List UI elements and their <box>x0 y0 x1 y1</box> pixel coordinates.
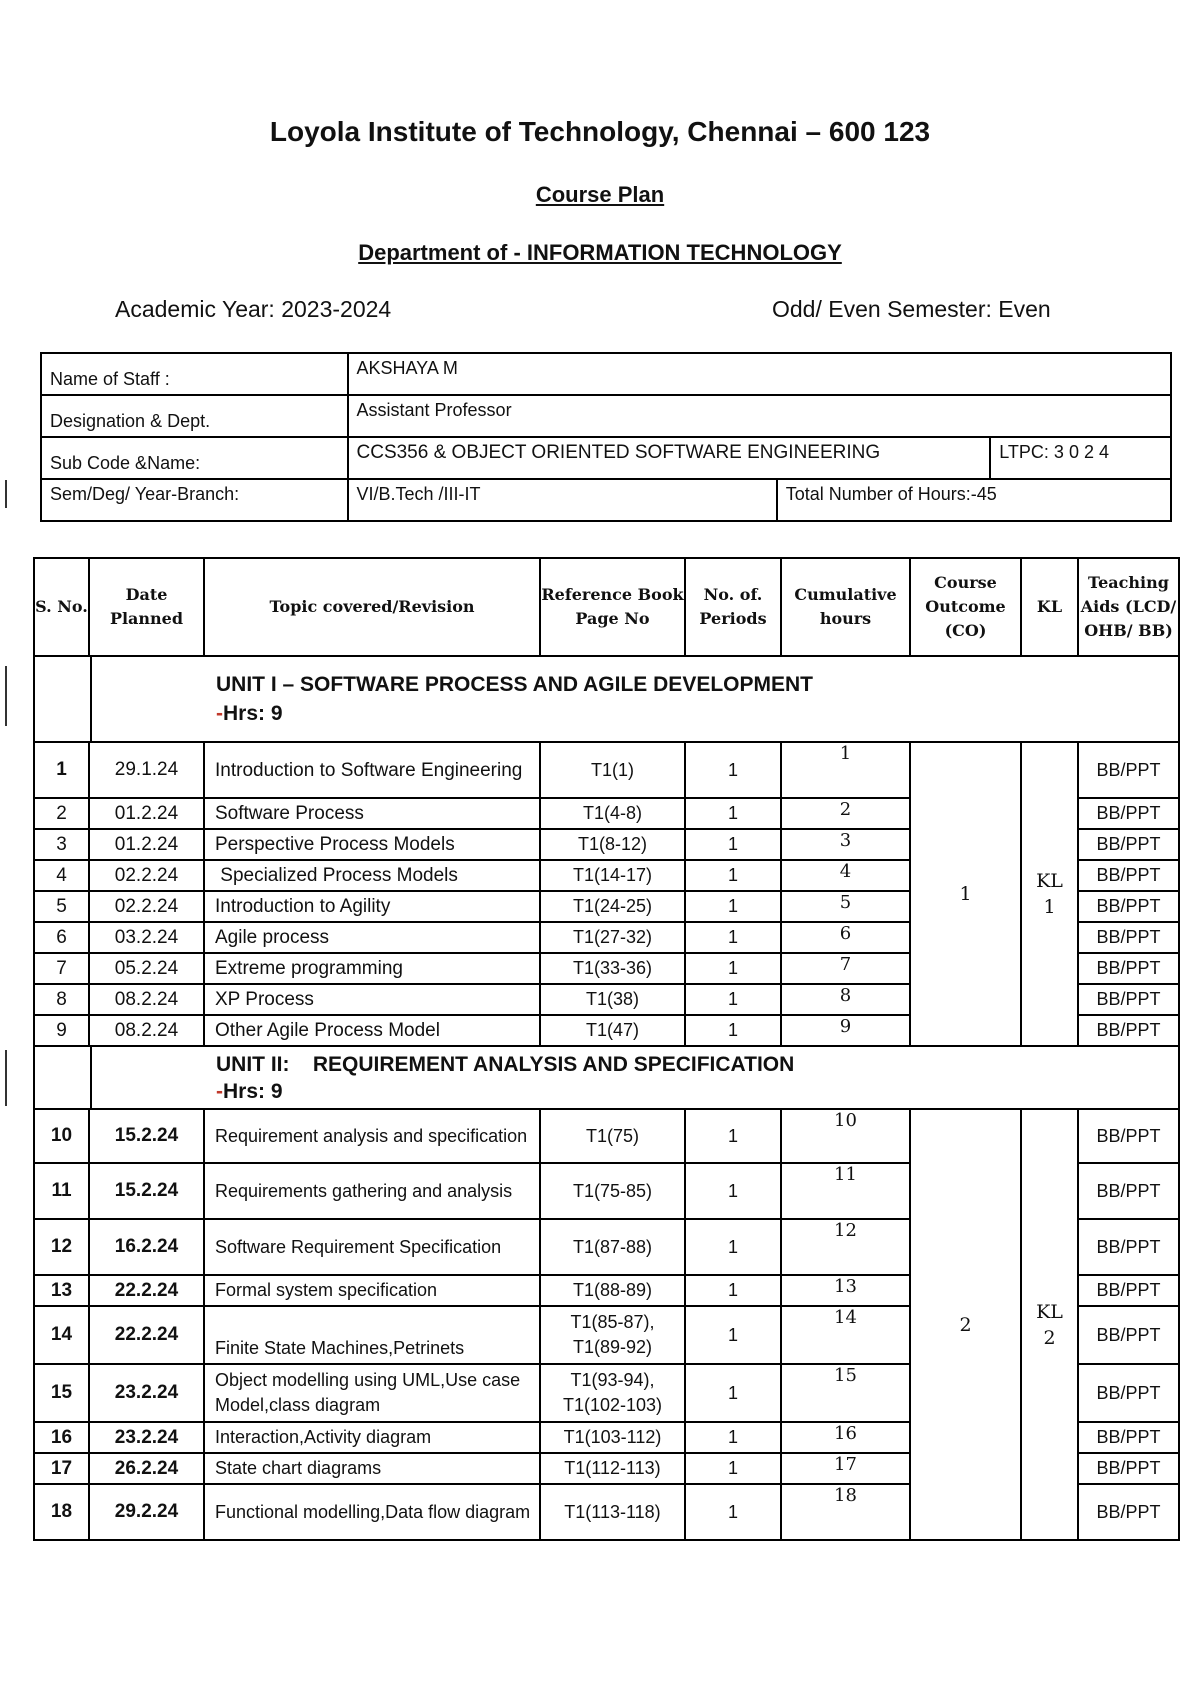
cell-teaching-aids: BB/PPT <box>1078 1015 1179 1046</box>
cell-periods: 1 <box>685 1219 781 1275</box>
unit-hours-dash: - <box>216 1079 223 1103</box>
cell-date: 02.2.24 <box>89 860 204 891</box>
cell-ref <box>540 1364 685 1422</box>
cell-sno: 4 <box>34 860 89 891</box>
cell-date: 26.2.24 <box>89 1453 204 1484</box>
cell-topic: Introduction to Software Engineering <box>204 742 540 798</box>
cell-topic: Software Process <box>204 798 540 829</box>
unit-title-text: UNIT II: REQUIREMENT ANALYSIS AND SPECIFICATION <box>216 1052 795 1076</box>
cell-sno: 13 <box>34 1275 89 1306</box>
cell-ref-line: T1(102-103) <box>562 1395 663 1415</box>
cell-ref-line: T1(85-87), <box>570 1312 655 1332</box>
col-sno: S. No. <box>34 558 89 656</box>
cell-cumulative: 2 <box>781 798 910 829</box>
cell-topic: Requirement analysis and specification <box>204 1109 540 1163</box>
cell-teaching-aids: BB/PPT <box>1078 1422 1179 1453</box>
cell-teaching-aids: BB/PPT <box>1078 860 1179 891</box>
cell-ref: T1(8-12) <box>540 829 685 860</box>
cell-periods: 1 <box>685 1109 781 1163</box>
cell-sno: 7 <box>34 953 89 984</box>
cell-ref: T1(47) <box>540 1015 685 1046</box>
cell-ref: T1(4-8) <box>540 798 685 829</box>
cell-date: 15.2.24 <box>89 1109 204 1163</box>
cell-topic: Specialized Process Models <box>204 860 540 891</box>
cell-topic: Perspective Process Models <box>204 829 540 860</box>
cell-cumulative: 16 <box>781 1422 910 1453</box>
cell-date: 03.2.24 <box>89 922 204 953</box>
cell-periods: 1 <box>685 1015 781 1046</box>
cell-teaching-aids: BB/PPT <box>1078 1484 1179 1540</box>
cell-cumulative: 17 <box>781 1453 910 1484</box>
cell-cumulative: 3 <box>781 829 910 860</box>
cell-date: 02.2.24 <box>89 891 204 922</box>
cell-periods: 1 <box>685 1364 781 1422</box>
cell-teaching-aids: BB/PPT <box>1078 984 1179 1015</box>
cell-teaching-aids: BB/PPT <box>1078 1275 1179 1306</box>
margin-mark <box>5 1050 7 1106</box>
cell-date: 23.2.24 <box>89 1364 204 1422</box>
subject-label: Sub Code &Name: <box>41 437 348 479</box>
cell-periods: 1 <box>685 891 781 922</box>
designation-value: Assistant Professor <box>348 395 1172 437</box>
cell-sno: 6 <box>34 922 89 953</box>
cell-date: 23.2.24 <box>89 1422 204 1453</box>
cell-date: 08.2.24 <box>89 984 204 1015</box>
institution-title: Loyola Institute of Technology, Chennai – 600 123 <box>269 116 931 147</box>
cell-date: 29.1.24 <box>89 742 204 798</box>
cell-teaching-aids: BB/PPT <box>1078 1109 1179 1163</box>
cell-ref: T1(75-85) <box>540 1163 685 1219</box>
cell-cumulative: 18 <box>781 1484 910 1540</box>
cell-date: 15.2.24 <box>89 1163 204 1219</box>
cell-ref: T1(88-89) <box>540 1275 685 1306</box>
cell-topic: Introduction to Agility <box>204 891 540 922</box>
unit-title <box>204 656 1179 742</box>
unit-title <box>204 1046 1179 1109</box>
staff-row <box>41 437 1171 479</box>
unit-hours <box>216 1078 1178 1105</box>
cell-periods: 1 <box>685 984 781 1015</box>
cell-periods: 1 <box>685 1453 781 1484</box>
cell-topic: XP Process <box>204 984 540 1015</box>
cell-ref: T1(14-17) <box>540 860 685 891</box>
cell-sno: 1 <box>34 742 89 798</box>
cell-ref: T1(27-32) <box>540 922 685 953</box>
cell-teaching-aids: BB/PPT <box>1078 1453 1179 1484</box>
doc-title: Course Plan <box>535 182 665 207</box>
cell-cumulative: 13 <box>781 1275 910 1306</box>
cell-periods: 1 <box>685 860 781 891</box>
cell-teaching-aids: BB/PPT <box>1078 1163 1179 1219</box>
cell-sno: 11 <box>34 1163 89 1219</box>
table-header-row <box>34 558 1179 656</box>
cell-topic: Requirements gathering and analysis <box>204 1163 540 1219</box>
cell-kl: KL 2 <box>1021 1109 1078 1540</box>
col-teaching-aids: Teaching Aids (LCD/ OHB/ BB) <box>1078 558 1179 656</box>
unit-header-row <box>34 1046 1179 1109</box>
staff-name-label: Name of Staff : <box>41 353 348 395</box>
cell-cumulative: 5 <box>781 891 910 922</box>
cell-date: 22.2.24 <box>89 1275 204 1306</box>
cell-kl: KL 1 <box>1021 742 1078 1046</box>
staff-row <box>41 479 1171 521</box>
cell-topic: Software Requirement Specification <box>204 1219 540 1275</box>
cell-ref: T1(38) <box>540 984 685 1015</box>
unit-header-row <box>34 656 1179 742</box>
cell-cumulative: 12 <box>781 1219 910 1275</box>
col-kl: KL <box>1021 558 1078 656</box>
cell-ref: T1(112-113) <box>540 1453 685 1484</box>
staff-row <box>41 395 1171 437</box>
cell-cumulative: 10 <box>781 1109 910 1163</box>
cell-date: 08.2.24 <box>89 1015 204 1046</box>
cell-periods: 1 <box>685 1484 781 1540</box>
col-course-outcome: Course Outcome (CO) <box>910 558 1021 656</box>
cell-sno: 16 <box>34 1422 89 1453</box>
cell-periods: 1 <box>685 1163 781 1219</box>
col-topic: Topic covered/Revision <box>204 558 540 656</box>
cell-topic: Other Agile Process Model <box>204 1015 540 1046</box>
cell-cumulative: 15 <box>781 1364 910 1422</box>
cell-teaching-aids: BB/PPT <box>1078 1219 1179 1275</box>
department-title: Department of - INFORMATION TECHNOLOGY <box>358 240 842 265</box>
cell-ref: T1(24-25) <box>540 891 685 922</box>
cell-date: 16.2.24 <box>89 1219 204 1275</box>
cell-teaching-aids: BB/PPT <box>1078 829 1179 860</box>
subject-value: CCS356 & OBJECT ORIENTED SOFTWARE ENGINEERING <box>348 437 991 479</box>
cell-teaching-aids: BB/PPT <box>1078 798 1179 829</box>
col-cumulative: Cumulative hours <box>781 558 910 656</box>
cell-sno: 17 <box>34 1453 89 1484</box>
cell-ref: T1(103-112) <box>540 1422 685 1453</box>
cell-periods: 1 <box>685 798 781 829</box>
cell-sno: 8 <box>34 984 89 1015</box>
col-date: Date Planned <box>89 558 204 656</box>
unit-spacer <box>34 1046 204 1109</box>
cell-teaching-aids: BB/PPT <box>1078 891 1179 922</box>
designation-label: Designation & Dept. <box>41 395 348 437</box>
cell-cumulative: 8 <box>781 984 910 1015</box>
cell-sno: 18 <box>34 1484 89 1540</box>
cell-ref <box>540 1306 685 1364</box>
cell-teaching-aids: BB/PPT <box>1078 742 1179 798</box>
table-row <box>34 742 1179 798</box>
cell-periods: 1 <box>685 1422 781 1453</box>
cell-topic: Finite State Machines,Petrinets <box>204 1306 540 1364</box>
cell-cumulative: 14 <box>781 1306 910 1364</box>
unit-hours <box>216 699 1178 728</box>
cell-ref: T1(1) <box>540 742 685 798</box>
cell-topic: Interaction,Activity diagram <box>204 1422 540 1453</box>
sem-branch-value: VI/B.Tech /III-IT <box>348 479 777 521</box>
ltpc-value: LTPC: 3 0 2 4 <box>990 437 1171 479</box>
cell-topic: State chart diagrams <box>204 1453 540 1484</box>
unit-hours-text: Hrs: 9 <box>223 1079 283 1103</box>
cell-ref: T1(87-88) <box>540 1219 685 1275</box>
sem-branch-label: Sem/Deg/ Year-Branch: <box>41 479 348 521</box>
cell-periods: 1 <box>685 1306 781 1364</box>
staff-info-table <box>40 352 1172 522</box>
unit-hours-text: Hrs: 9 <box>223 702 283 725</box>
cell-date: 01.2.24 <box>89 829 204 860</box>
cell-periods: 1 <box>685 1275 781 1306</box>
cell-ref-line: T1(89-92) <box>572 1337 653 1357</box>
cell-sno: 14 <box>34 1306 89 1364</box>
cell-periods: 1 <box>685 922 781 953</box>
total-hours: Total Number of Hours:-45 <box>777 479 1171 521</box>
cell-date: 05.2.24 <box>89 953 204 984</box>
margin-mark <box>5 666 7 726</box>
cell-sno: 2 <box>34 798 89 829</box>
cell-topic: Functional modelling,Data flow diagram <box>204 1484 540 1540</box>
cell-sno: 3 <box>34 829 89 860</box>
cell-sno: 10 <box>34 1109 89 1163</box>
course-plan-table <box>33 557 1180 1541</box>
cell-cumulative: 9 <box>781 1015 910 1046</box>
cell-ref: T1(33-36) <box>540 953 685 984</box>
cell-date: 29.2.24 <box>89 1484 204 1540</box>
cell-topic: Extreme programming <box>204 953 540 984</box>
unit-title-text: UNIT I – SOFTWARE PROCESS AND AGILE DEVELOPMENT <box>216 673 813 696</box>
cell-cumulative: 1 <box>781 742 910 798</box>
cell-topic: Agile process <box>204 922 540 953</box>
cell-periods: 1 <box>685 953 781 984</box>
semester: Odd/ Even Semester: Even <box>772 296 1051 322</box>
cell-ref: T1(113-118) <box>540 1484 685 1540</box>
cell-cumulative: 7 <box>781 953 910 984</box>
cell-cumulative: 11 <box>781 1163 910 1219</box>
cell-periods: 1 <box>685 829 781 860</box>
cell-ref: T1(75) <box>540 1109 685 1163</box>
cell-periods: 1 <box>685 742 781 798</box>
cell-course-outcome: 1 <box>910 742 1021 1046</box>
cell-date: 22.2.24 <box>89 1306 204 1364</box>
cell-teaching-aids: BB/PPT <box>1078 953 1179 984</box>
cell-course-outcome: 2 <box>910 1109 1021 1540</box>
cell-sno: 5 <box>34 891 89 922</box>
cell-cumulative: 6 <box>781 922 910 953</box>
staff-row <box>41 353 1171 395</box>
margin-mark <box>5 480 7 508</box>
col-ref: Reference Book Page No <box>540 558 685 656</box>
cell-cumulative: 4 <box>781 860 910 891</box>
staff-name-value: AKSHAYA M <box>348 353 1172 395</box>
cell-teaching-aids: BB/PPT <box>1078 1364 1179 1422</box>
cell-sno: 12 <box>34 1219 89 1275</box>
col-periods: No. of. Periods <box>685 558 781 656</box>
cell-sno: 9 <box>34 1015 89 1046</box>
unit-spacer <box>34 656 204 742</box>
cell-teaching-aids: BB/PPT <box>1078 922 1179 953</box>
cell-topic: Formal system specification <box>204 1275 540 1306</box>
academic-year: Academic Year: 2023-2024 <box>115 296 392 322</box>
cell-teaching-aids: BB/PPT <box>1078 1306 1179 1364</box>
cell-ref-line: T1(93-94), <box>570 1370 655 1390</box>
cell-sno: 15 <box>34 1364 89 1422</box>
unit-hours-dash: - <box>216 702 223 725</box>
cell-topic: Object modelling using UML,Use case Model,class diagram <box>204 1364 540 1422</box>
cell-date: 01.2.24 <box>89 798 204 829</box>
table-row <box>34 1109 1179 1163</box>
